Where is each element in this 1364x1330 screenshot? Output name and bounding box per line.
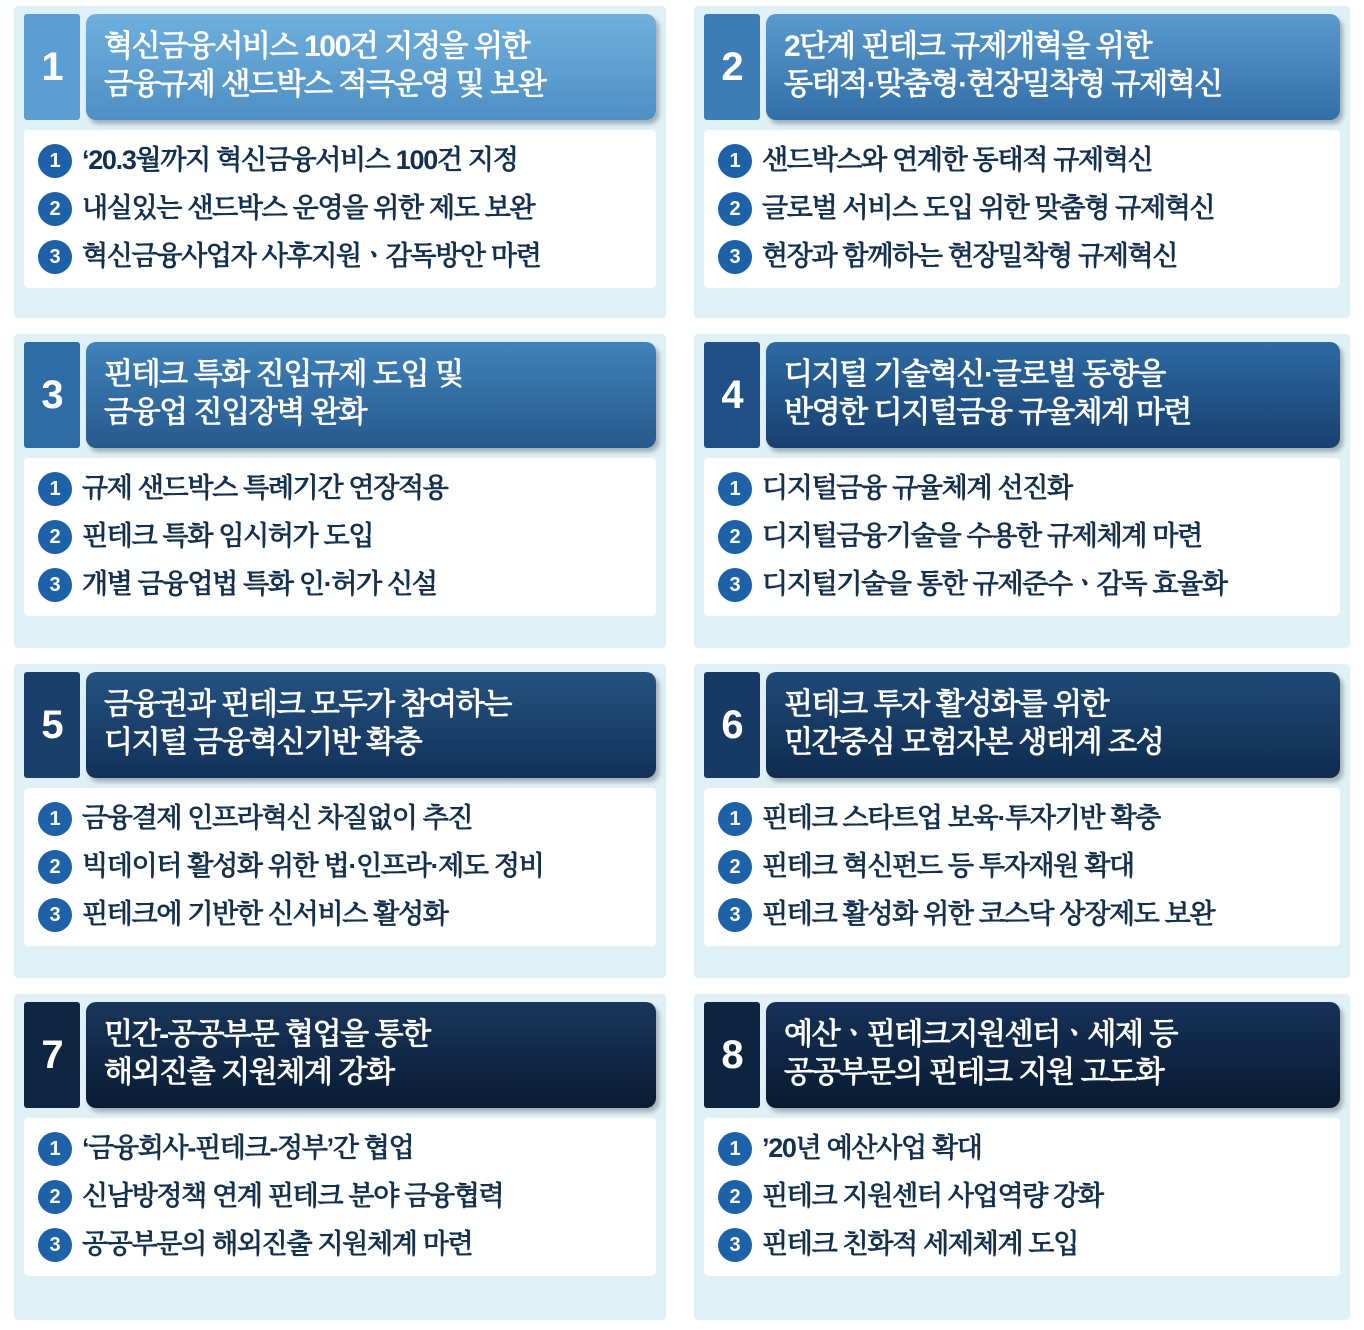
list-item — [718, 850, 1328, 884]
card-header-6 — [704, 672, 1340, 778]
card-body-4 — [704, 458, 1340, 616]
card-title-line: 2단계 핀테크 규제개혁을 위한 — [784, 29, 1152, 63]
bullet-number: 3 — [718, 568, 752, 602]
card-title-line: 디지털 기술혁신·글로벌 동향을 — [784, 357, 1165, 391]
list-item-text: 글로벌 서비스 도입 위한 맞춤형 규제혁신 — [762, 193, 1215, 224]
list-item-text: 신남방정책 연계 핀테크 분야 금융협력 — [82, 1181, 504, 1212]
card-title-1 — [86, 14, 656, 120]
bullet-number: 2 — [38, 1180, 72, 1214]
bullet-number: 3 — [718, 240, 752, 274]
bullet-number: 2 — [38, 192, 72, 226]
list-item — [38, 850, 644, 884]
bullet-number: 2 — [718, 850, 752, 884]
bullet-number: 3 — [38, 568, 72, 602]
card-header-4 — [704, 342, 1340, 448]
policy-card-7 — [0, 988, 680, 1330]
policy-card-4 — [680, 328, 1364, 658]
card-title-line: 금융업 진입장벽 완화 — [104, 396, 367, 429]
card-header-7 — [24, 1002, 656, 1108]
policy-card-2 — [680, 0, 1364, 328]
card-number-4: 4 — [704, 342, 760, 448]
card-number-6: 6 — [704, 672, 760, 778]
card-title-8 — [766, 1002, 1340, 1108]
card-header-8 — [704, 1002, 1340, 1108]
policy-card-3 — [0, 328, 680, 658]
list-item — [38, 1228, 644, 1262]
bullet-number: 3 — [718, 898, 752, 932]
list-item — [38, 802, 644, 836]
list-item — [718, 898, 1328, 932]
list-item — [38, 1132, 644, 1166]
card-title-line: 해외진출 지원체계 강화 — [104, 1056, 394, 1089]
list-item-text: 디지털금융기술을 수용한 규제체계 마련 — [762, 521, 1202, 552]
card-title-line: 공공부문의 핀테크 지원 고도화 — [784, 1056, 1164, 1089]
list-item — [38, 144, 644, 178]
list-item-text: 핀테크 지원센터 사업역량 강화 — [762, 1181, 1103, 1212]
list-item — [38, 192, 644, 226]
card-title-2 — [766, 14, 1340, 120]
bullet-number: 1 — [718, 472, 752, 506]
policy-card-5 — [0, 658, 680, 988]
list-item-text: 금융결제 인프라혁신 차질없이 추진 — [82, 803, 473, 834]
list-item-text: 핀테크 특화 임시허가 도입 — [82, 521, 374, 552]
list-item-text: 핀테크 스타트업 보육·투자기반 확충 — [762, 803, 1161, 834]
bullet-number: 2 — [718, 520, 752, 554]
list-item-text: 디지털기술을 통한 규제준수ㆍ감독 효율화 — [762, 569, 1227, 600]
bullet-number: 1 — [718, 1132, 752, 1166]
list-item-text: 규제 샌드박스 특례기간 연장적용 — [82, 473, 448, 504]
bullet-number: 1 — [718, 144, 752, 178]
list-item-text: 공공부문의 해외진출 지원체계 마련 — [82, 1229, 473, 1260]
card-title-line: 금융규제 샌드박스 적극운영 및 보완 — [104, 68, 546, 101]
card-number-7: 7 — [24, 1002, 80, 1108]
list-item-text: 개별 금융업법 특화 인·허가 신설 — [82, 569, 437, 600]
card-title-3 — [86, 342, 656, 448]
list-item — [38, 472, 644, 506]
card-number-8: 8 — [704, 1002, 760, 1108]
card-number-1: 1 — [24, 14, 80, 120]
card-title-7 — [86, 1002, 656, 1108]
list-item — [718, 240, 1328, 274]
list-item — [718, 520, 1328, 554]
card-body-3 — [24, 458, 656, 616]
card-body-5 — [24, 788, 656, 946]
card-title-6 — [766, 672, 1340, 778]
card-title-4 — [766, 342, 1340, 448]
policy-card-8 — [680, 988, 1364, 1330]
list-item — [718, 802, 1328, 836]
list-item-text: 디지털금융 규율체계 선진화 — [762, 473, 1072, 504]
card-title-line: 반영한 디지털금융 규율체계 마련 — [784, 396, 1191, 429]
card-title-line: 민간-공공부문 협업을 통한 — [104, 1017, 430, 1051]
card-title-line: 금융권과 핀테크 모두가 참여하는 — [104, 687, 511, 721]
card-body-7 — [24, 1118, 656, 1276]
bullet-number: 1 — [718, 802, 752, 836]
bullet-number: 3 — [38, 240, 72, 274]
card-number-3: 3 — [24, 342, 80, 448]
list-item-text: 핀테크 활성화 위한 코스닥 상장제도 보완 — [762, 899, 1215, 930]
bullet-number: 1 — [38, 1132, 72, 1166]
card-header-5 — [24, 672, 656, 778]
list-item — [38, 898, 644, 932]
list-item — [718, 568, 1328, 602]
list-item — [718, 192, 1328, 226]
policy-card-1 — [0, 0, 680, 328]
list-item — [718, 1228, 1328, 1262]
bullet-number: 2 — [718, 192, 752, 226]
card-title-line: 혁신금융서비스 100건 지정을 위한 — [104, 29, 530, 63]
card-header-3 — [24, 342, 656, 448]
policy-card-6 — [680, 658, 1364, 988]
card-body-8 — [704, 1118, 1340, 1276]
bullet-number: 2 — [718, 1180, 752, 1214]
bullet-number: 3 — [38, 1228, 72, 1262]
list-item-text: 빅데이터 활성화 위한 법·인프라·제도 정비 — [82, 851, 544, 882]
bullet-number: 3 — [718, 1228, 752, 1262]
list-item-text: ‘20.3월까지 혁신금융서비스 100건 지정 — [82, 145, 518, 176]
card-title-line: 민간중심 모험자본 생태계 조성 — [784, 726, 1164, 759]
card-title-5 — [86, 672, 656, 778]
list-item — [718, 1180, 1328, 1214]
list-item-text: 핀테크 친화적 세제체계 도입 — [762, 1229, 1078, 1260]
list-item — [718, 144, 1328, 178]
list-item — [718, 1132, 1328, 1166]
list-item-text: ’20년 예산사업 확대 — [762, 1133, 982, 1164]
bullet-number: 1 — [38, 802, 72, 836]
list-item — [38, 240, 644, 274]
card-body-1 — [24, 130, 656, 288]
card-title-line: 디지털 금융혁신기반 확충 — [104, 726, 422, 759]
card-title-line: 동태적·맞춤형·현장밀착형 규제혁신 — [784, 68, 1222, 101]
card-number-5: 5 — [24, 672, 80, 778]
card-body-6 — [704, 788, 1340, 946]
bullet-number: 1 — [38, 144, 72, 178]
bullet-number: 2 — [38, 850, 72, 884]
bullet-number: 3 — [38, 898, 72, 932]
list-item-text: ‘금융회사-핀테크-정부’간 협업 — [82, 1133, 414, 1164]
list-item — [38, 568, 644, 602]
card-header-2 — [704, 14, 1340, 120]
list-item — [38, 520, 644, 554]
bullet-number: 1 — [38, 472, 72, 506]
card-title-line: 예산ㆍ핀테크지원센터ㆍ세제 등 — [784, 1017, 1178, 1051]
list-item-text: 핀테크에 기반한 신서비스 활성화 — [82, 899, 448, 930]
card-body-2 — [704, 130, 1340, 288]
list-item-text: 핀테크 혁신펀드 등 투자재원 확대 — [762, 851, 1134, 882]
list-item — [718, 472, 1328, 506]
list-item — [38, 1180, 644, 1214]
card-number-2: 2 — [704, 14, 760, 120]
list-item-text: 혁신금융사업자 사후지원ㆍ감독방안 마련 — [82, 241, 541, 272]
card-title-line: 핀테크 특화 진입규제 도입 및 — [104, 357, 463, 391]
list-item-text: 내실있는 샌드박스 운영을 위한 제도 보완 — [82, 193, 535, 224]
card-title-line: 핀테크 투자 활성화를 위한 — [784, 687, 1109, 721]
card-header-1 — [24, 14, 656, 120]
bullet-number: 2 — [38, 520, 72, 554]
list-item-text: 샌드박스와 연계한 동태적 규제혁신 — [762, 145, 1153, 176]
list-item-text: 현장과 함께하는 현장밀착형 규제혁신 — [762, 241, 1178, 272]
